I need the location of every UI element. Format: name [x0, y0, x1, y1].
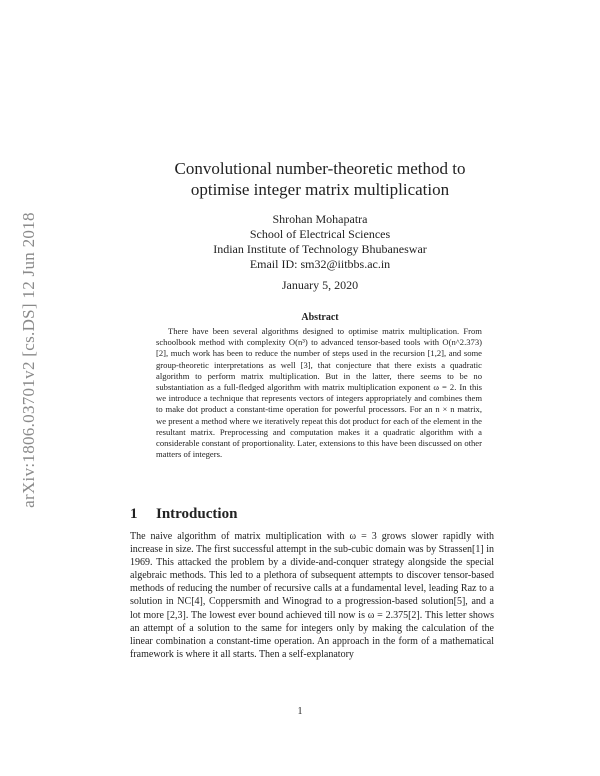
- section-title: Introduction: [156, 506, 238, 522]
- author-school: School of Electrical Sciences: [249, 227, 391, 241]
- section-number: 1: [130, 506, 138, 522]
- paper-title: [120, 158, 520, 200]
- abstract-heading: Abstract: [301, 312, 339, 323]
- abstract-text: There have been several algorithms designed to optimise matrix multiplication. From schoolbook method with complexity O(n³) to advanced tensor-based tools with O(n^2.373) [2], much work has been to reduce the number of steps used in the recursion [1,2], and some group-theoretic interpretations as well [3], that conjecture that there exists a quadratic algorithm to perform matrix multiplication. But in the latter, there seems to be no substantiation as a full-fledged algorithm with matrix multiplication exponent ω = 2. In this we introduce a technique that represents vectors of integers appropriately and combines them to make dot product a constant-time operation for powerful processors. For an n × n matrix, we present a method where we iteratively repeat this dot product for each of the element in the resultant matrix. Preprocessing and computation makes it a quadratic algorithm with a considerable constant of proportionality. Later, extensions to this have been discussed on other matters of integers.: [156, 326, 482, 460]
- author-name: Shrohan Mohapatra: [272, 212, 368, 226]
- arxiv-identifier-text: arXiv:1806.03701v2 [cs.DS] 12 Jun 2018: [19, 212, 38, 508]
- section-heading: [130, 506, 237, 523]
- author-email: Email ID: sm32@iitbbs.ac.in: [249, 257, 391, 271]
- introduction-text: The naive algorithm of matrix multiplication with ω = 3 grows slower rapidly with increase in size. The first successful attempt in the sub-cubic domain was by Strassen[1] in 1969. This attacked the problem by a divide-and-conquer strategy alongside the special algebraic methods. This led to a plethora of subsequent attempts to discover tensor-based methods of reducing the number of recursive calls at a fundamental level, leading Raz to a solution in NC[4], Coppersmith and Winograd to a progression-based solution[5], and a lot more [2,3]. The lowest ever bound achieved till now is ω = 2.375[2]. This letter shows an attempt of a solution to the same for integers only by making the calculation of the linear combination a constant-time operation. An approach in the form of a mathematical framework is where it all starts. Then a self-explanatory: [130, 531, 494, 660]
- author-block: [120, 212, 520, 272]
- title-line-1: Convolutional number-theoretic method to: [174, 159, 466, 178]
- paper-date: January 5, 2020: [281, 278, 359, 292]
- arxiv-identifier-stamp: [18, 185, 40, 535]
- title-line-2: optimise integer matrix multiplication: [190, 180, 450, 199]
- page-number: 1: [297, 706, 303, 717]
- author-institute: Indian Institute of Technology Bhubaneswar: [213, 242, 427, 256]
